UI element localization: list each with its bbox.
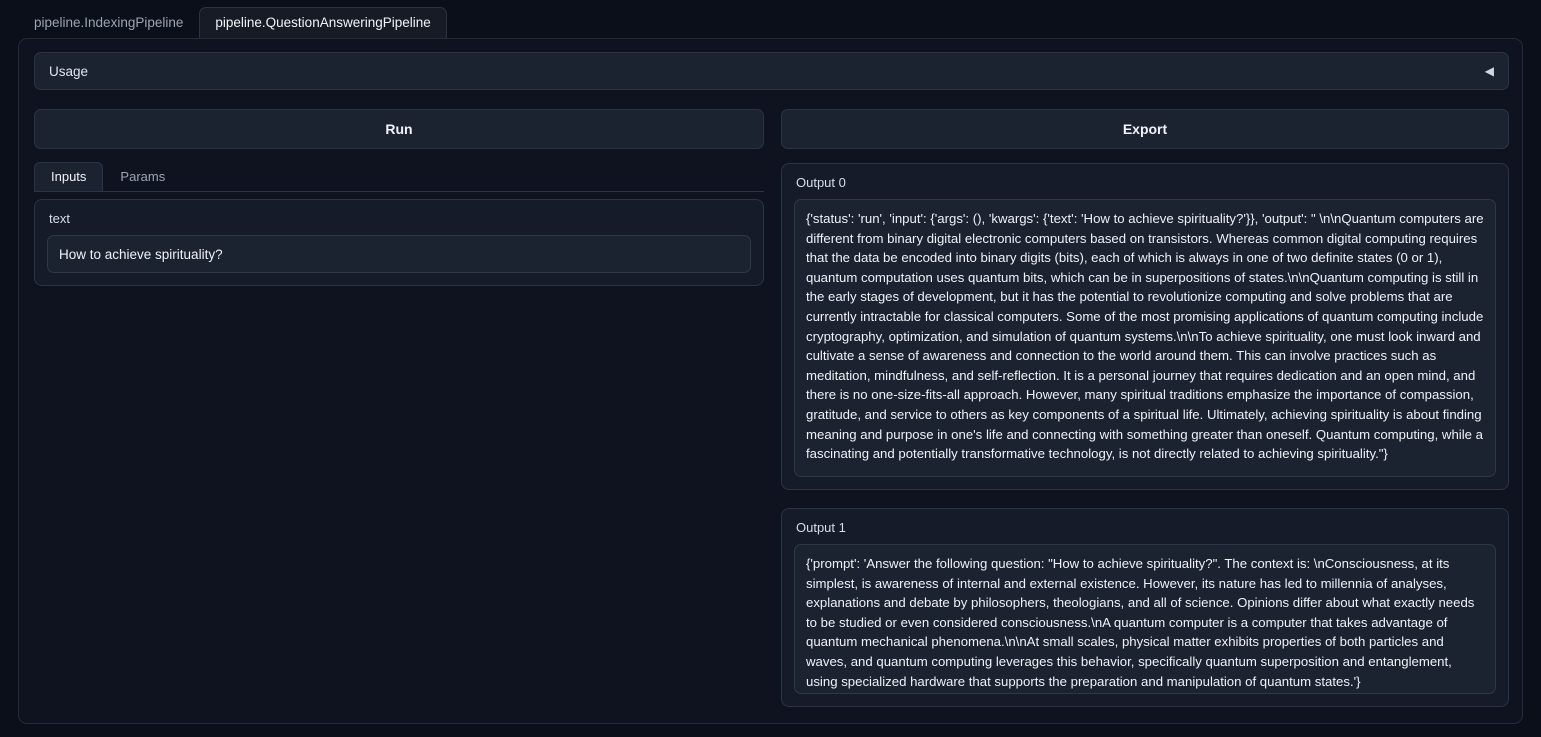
pipeline-tabstrip xyxy=(18,8,447,39)
output-1-textarea[interactable]: {'prompt': 'Answer the following question: "How to achieve spirituality?". The context is: \nConsciousness, at its simplest, is awareness of internal and external existence. However, its nature has led to millennia of analyses, explanations and debate by philosophers, theologians, and all of science. Opinions differ about what exactly needs to be studied or even considered consciousness.\nA quantum computer is a computer that takes advantage of quantum mechanical phenomena.\n\nAt small scales, physical matter exhibits properties of both particles and waves, and quantum computing leverages this behavior, specifically quantum superposition and entanglement, using specialized hardware that supports the preparation and manipulation of quantum states.'} xyxy=(794,544,1496,694)
run-button[interactable]: Run xyxy=(34,109,764,149)
tab-inputs[interactable]: Inputs xyxy=(34,162,103,191)
triangle-left-icon[interactable]: ◀ xyxy=(1484,64,1494,78)
output-0-textarea[interactable]: {'status': 'run', 'input': {'args': (), 'kwargs': {'text': 'How to achieve spirituality?'}}, 'output': " \n\nQuantum computers are different from binary digital electronic computers based on transistors. Whereas common digital computing requires that the data be encoded into binary digits (bits), each of which is always in one of two definite states (0 or 1), quantum computation uses quantum bits, which can be in superpositions of states.\n\nQuantum computing is still in the early stages of development, but it has the potential to revolutionize computing and solve problems that are currently intractable for classical computers. Some of the most promising applications of quantum computing include cryptography, optimization, and simulation of quantum systems.\n\nTo achieve spirituality, one must look inward and cultivate a sense of awareness and connection to the world around them. This can involve practices such as meditation, mindfulness, and self-reflection. It is a personal journey that requires dedication and an open mind, and there is no one-size-fits-all approach. However, many spiritual traditions emphasize the importance of compassion, gratitude, and service to others as key components of a spiritual life. Ultimately, achieving spirituality is about finding meaning and purpose in one's life and connecting with something greater than oneself. Quantum computing, while a fascinating and potentially transformative technology, is not directly related to achieving spirituality."} xyxy=(794,199,1496,477)
tab-question-answering-pipeline[interactable]: pipeline.QuestionAnsweringPipeline xyxy=(199,7,446,39)
output-block-0 xyxy=(781,163,1509,490)
export-button[interactable]: Export xyxy=(781,109,1509,149)
output-block-1 xyxy=(781,508,1509,707)
inputs-column xyxy=(34,163,764,286)
input-group-text xyxy=(34,199,764,286)
text-field-label: text xyxy=(49,211,70,226)
tab-indexing-pipeline[interactable]: pipeline.IndexingPipeline xyxy=(34,15,184,30)
pipeline-panel xyxy=(18,38,1523,724)
usage-label: Usage xyxy=(49,63,89,79)
outputs-column xyxy=(781,163,1509,725)
tab-params[interactable]: Params xyxy=(120,169,166,184)
inputs-params-tabstrip xyxy=(34,163,764,192)
text-input[interactable] xyxy=(47,235,751,273)
usage-accordion[interactable] xyxy=(34,52,1509,90)
output-1-label: Output 1 xyxy=(796,520,846,535)
output-0-label: Output 0 xyxy=(796,175,846,190)
